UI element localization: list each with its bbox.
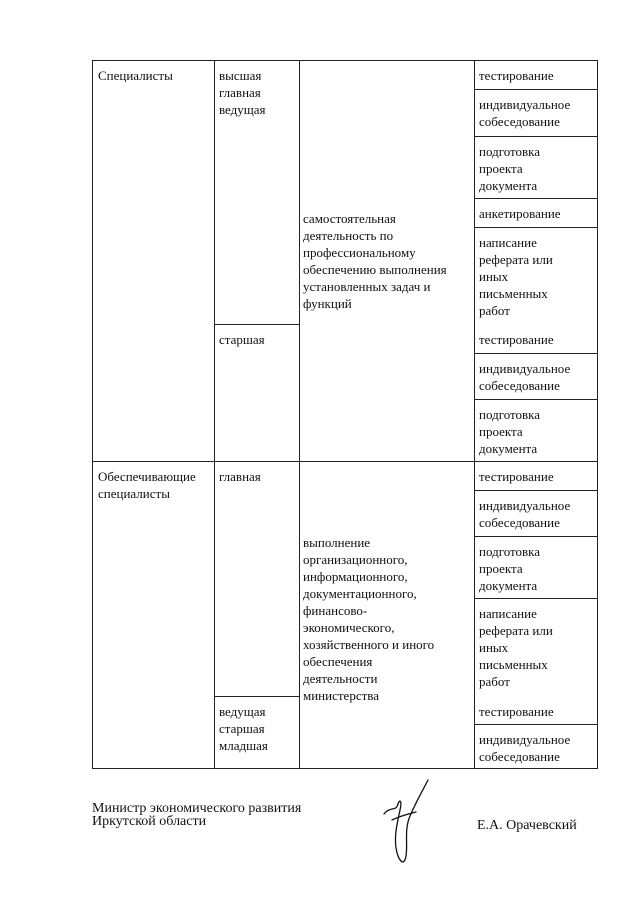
method-cell: тестирование: [479, 332, 554, 347]
method-cell: написание реферата или иных письменных работ: [479, 606, 553, 689]
method-row-line: [474, 399, 598, 400]
table-vertical-line: [214, 60, 215, 769]
table-vertical-line: [92, 60, 93, 769]
method-cell: подготовка проекта документа: [479, 544, 541, 593]
signatory-position-line2: Иркутской области: [92, 814, 207, 829]
method-row-line: [474, 89, 598, 90]
method-cell: тестирование: [479, 68, 554, 83]
table-vertical-line: [299, 60, 300, 769]
method-row-line: [474, 198, 598, 199]
level-cell: главная: [219, 469, 261, 484]
category-cell: Специалисты: [98, 68, 173, 83]
method-row-line: [474, 490, 598, 491]
table-bottom-border: [92, 768, 598, 769]
method-cell: подготовка проекта документа: [479, 144, 541, 193]
level-divider-line: [214, 696, 299, 697]
level-divider-line: [214, 324, 299, 325]
method-row-line: [474, 724, 598, 725]
level-cell: старшая: [219, 332, 265, 347]
description-cell: самостоятельная деятельность по профессиональному обеспечению выполнения установленных задач и функций: [303, 211, 447, 311]
level-cell: высшая главная ведущая: [219, 68, 266, 117]
method-cell: подготовка проекта документа: [479, 407, 541, 456]
method-row-line: [474, 353, 598, 354]
table-vertical-line: [474, 60, 475, 769]
method-cell: индивидуальное собеседование: [479, 498, 571, 530]
method-row-line: [474, 536, 598, 537]
method-cell: тестирование: [479, 469, 554, 484]
table-top-border: [92, 60, 598, 61]
category-cell: Обеспечивающие специалисты: [98, 469, 196, 501]
group-divider-line: [92, 461, 598, 462]
method-row-line: [474, 136, 598, 137]
method-cell: написание реферата или иных письменных работ: [479, 235, 553, 318]
method-row-line: [474, 227, 598, 228]
handwritten-signature: [378, 776, 438, 871]
signatory-name: Е.А. Орачевский: [477, 818, 577, 833]
method-cell: индивидуальное собеседование: [479, 732, 571, 764]
method-cell: индивидуальное собеседование: [479, 97, 571, 129]
level-cell: ведущая старшая младшая: [219, 704, 268, 753]
method-cell: индивидуальное собеседование: [479, 361, 571, 393]
method-row-line: [474, 598, 598, 599]
description-cell: выполнение организационного, информационного, документационного, финансово- экономического, хозяйственного и иного обеспечения деятельности министерства: [303, 535, 435, 703]
signatory-position-line1: Министр экономического развития: [92, 801, 302, 816]
method-cell: тестирование: [479, 704, 554, 719]
table-vertical-line: [597, 60, 598, 769]
method-cell: анкетирование: [479, 206, 561, 221]
